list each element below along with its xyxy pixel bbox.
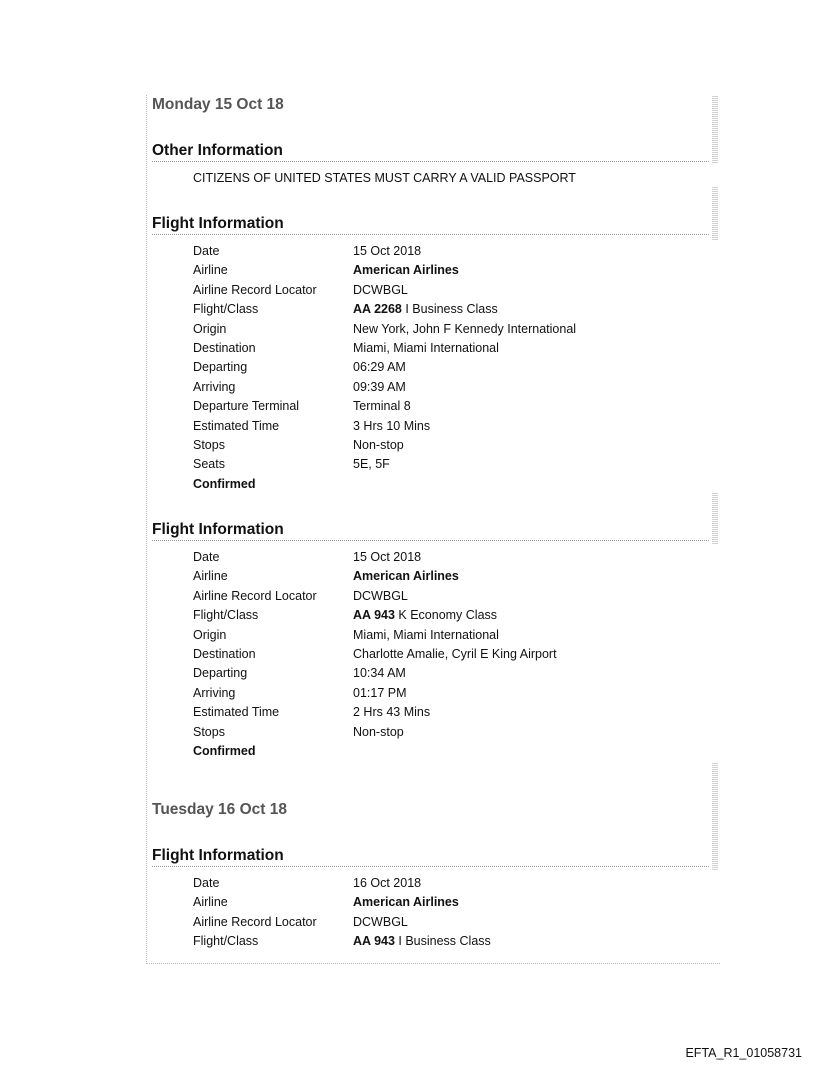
- scroll-edge: [712, 493, 718, 545]
- detail-label: Destination: [193, 340, 256, 355]
- detail-value: 15 Oct 2018: [353, 244, 422, 258]
- detail-label: Airline: [193, 569, 228, 584]
- detail-label: Origin: [193, 321, 227, 336]
- detail-label: Flight/Class: [193, 302, 259, 317]
- detail-value: DCWBGL: [353, 282, 408, 297]
- detail-value: American Airlines: [353, 895, 459, 910]
- detail-row: [193, 703, 557, 722]
- detail-label: Airline: [193, 263, 228, 278]
- detail-label: Estimated Time: [193, 705, 280, 720]
- flight-details-3: [193, 874, 491, 952]
- detail-label: Departing: [193, 360, 248, 375]
- flight-class: K Economy Class: [394, 608, 498, 623]
- flight-details-2: [193, 548, 557, 761]
- passport-notice: CITIZENS OF UNITED STATES MUST CARRY A VALID PASSPORT: [193, 171, 576, 185]
- detail-label: Airline Record Locator: [193, 588, 317, 603]
- detail-value: 16 Oct 2018: [353, 876, 422, 890]
- detail-value: New York, John F Kennedy International: [353, 321, 577, 336]
- detail-label: Estimated Time: [193, 418, 280, 433]
- detail-row: [193, 261, 576, 280]
- detail-label: Arriving: [193, 379, 236, 394]
- detail-row: [193, 242, 576, 261]
- flight-class: I Business Class: [401, 302, 498, 317]
- detail-value: 10:34 AM: [353, 666, 406, 681]
- flight-class: I Business Class: [394, 934, 491, 949]
- detail-value: DCWBGL: [353, 914, 408, 929]
- detail-row: [193, 548, 557, 567]
- booking-status: Confirmed: [193, 476, 256, 491]
- detail-row: [193, 358, 576, 377]
- detail-label: Origin: [193, 627, 227, 642]
- flight-number: AA 943: [353, 934, 395, 949]
- detail-label: Departing: [193, 666, 248, 681]
- document-id: EFTA_R1_01058731: [685, 1046, 802, 1060]
- detail-label: Stops: [193, 437, 225, 452]
- day-heading: Tuesday 16 Oct 18: [152, 801, 287, 818]
- detail-row: [193, 455, 576, 474]
- flight-number: AA 2268: [353, 302, 402, 317]
- scroll-edge: [712, 96, 718, 164]
- detail-label: Flight/Class: [193, 934, 259, 949]
- detail-value: Non-stop: [353, 437, 404, 452]
- detail-value: 5E, 5F: [353, 457, 390, 472]
- detail-label: Airline: [193, 895, 228, 910]
- detail-value: [353, 606, 497, 625]
- detail-row: [193, 626, 557, 645]
- section-title-other-information: Other Information: [152, 142, 709, 162]
- detail-value: [353, 932, 491, 951]
- section-title-flight-information: Flight Information: [152, 215, 709, 235]
- detail-row: [193, 606, 557, 625]
- detail-row: [193, 913, 491, 932]
- flight-number: AA 943: [353, 608, 395, 623]
- detail-value: Miami, Miami International: [353, 627, 499, 642]
- detail-value: American Airlines: [353, 569, 459, 584]
- detail-row: [193, 320, 576, 339]
- detail-row: [193, 300, 576, 319]
- detail-row: [193, 587, 557, 606]
- day-heading: Monday 15 Oct 18: [152, 96, 284, 113]
- detail-row: [193, 436, 576, 455]
- section-title-flight-information: Flight Information: [152, 521, 709, 541]
- booking-status: Confirmed: [193, 743, 256, 758]
- detail-value: 3 Hrs 10 Mins: [353, 418, 431, 433]
- detail-label: Flight/Class: [193, 608, 259, 623]
- detail-row: [193, 281, 576, 300]
- detail-value: Charlotte Amalie, Cyril E King Airport: [353, 646, 557, 661]
- detail-label: Departure Terminal: [193, 399, 300, 414]
- detail-value: Non-stop: [353, 724, 404, 739]
- detail-value: 09:39 AM: [353, 379, 406, 394]
- detail-label: Seats: [193, 457, 225, 472]
- detail-row: [193, 417, 576, 436]
- detail-row: [193, 397, 576, 416]
- section-title-flight-information: Flight Information: [152, 847, 709, 867]
- detail-value: 01:17 PM: [353, 685, 407, 700]
- detail-row: [193, 723, 557, 742]
- flight-details-1: [193, 242, 576, 494]
- detail-value: American Airlines: [353, 263, 459, 278]
- detail-label: Airline Record Locator: [193, 914, 317, 929]
- detail-label: Arriving: [193, 685, 236, 700]
- detail-value: 2 Hrs 43 Mins: [353, 705, 431, 720]
- detail-label: Destination: [193, 646, 256, 661]
- detail-value: DCWBGL: [353, 588, 408, 603]
- detail-value: Terminal 8: [353, 399, 411, 414]
- detail-row: [193, 742, 557, 761]
- detail-label: Date: [193, 244, 220, 258]
- scroll-edge: [712, 187, 718, 240]
- detail-label: Date: [193, 550, 220, 564]
- detail-value: [353, 300, 498, 319]
- detail-value: Miami, Miami International: [353, 340, 499, 355]
- detail-row: [193, 645, 557, 664]
- detail-row: [193, 932, 491, 951]
- detail-label: Date: [193, 876, 220, 890]
- detail-row: [193, 664, 557, 683]
- detail-row: [193, 874, 491, 893]
- detail-row: [193, 378, 576, 397]
- detail-label: Stops: [193, 724, 225, 739]
- detail-row: [193, 684, 557, 703]
- detail-row: [193, 339, 576, 358]
- detail-row: [193, 475, 576, 494]
- detail-row: [193, 567, 557, 586]
- detail-value: 15 Oct 2018: [353, 550, 422, 564]
- detail-label: Airline Record Locator: [193, 282, 317, 297]
- detail-row: [193, 893, 491, 912]
- detail-value: 06:29 AM: [353, 360, 406, 375]
- scroll-edge: [712, 763, 718, 871]
